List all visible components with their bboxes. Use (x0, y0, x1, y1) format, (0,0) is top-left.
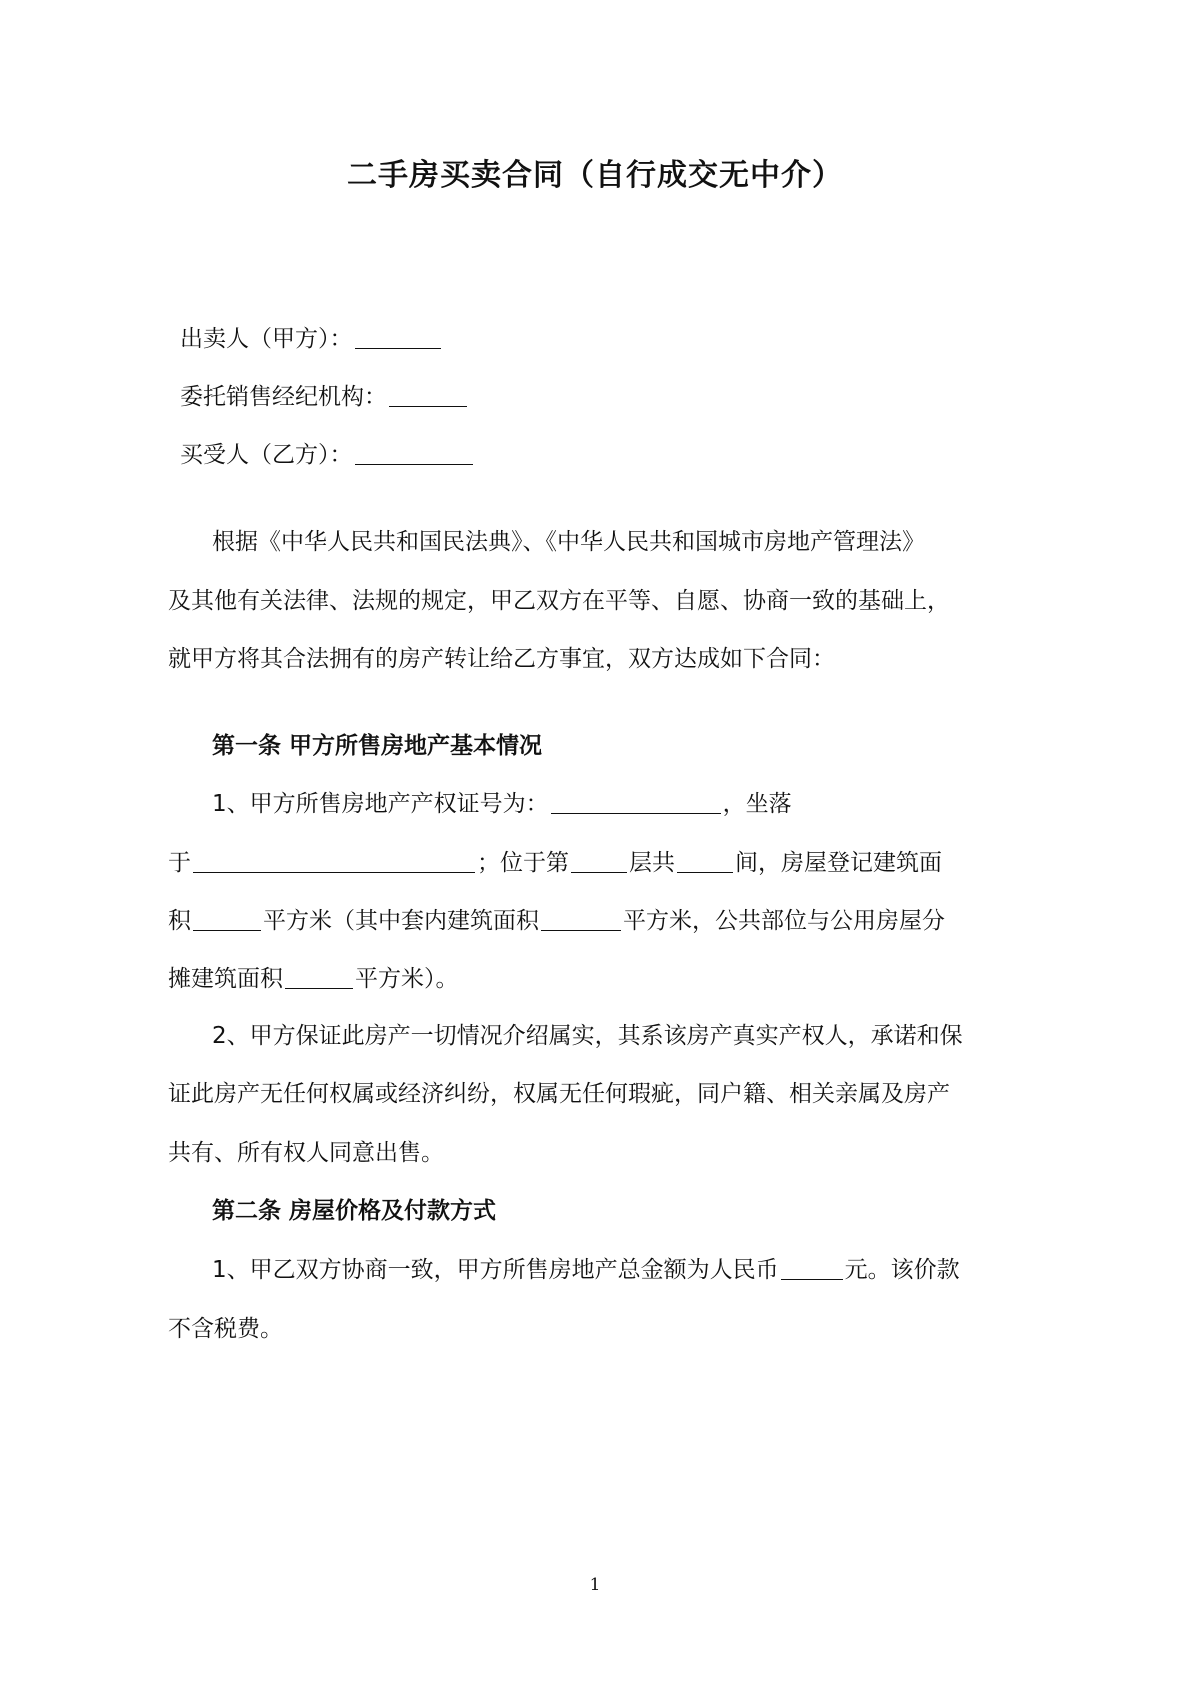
inner-area-label: 平方米（其中套内建筑面积 (263, 908, 539, 934)
article-1-p1-line-2 (168, 847, 942, 879)
address-blank (193, 850, 475, 873)
inner-area-blank (541, 908, 621, 931)
building-area-blank (193, 908, 261, 931)
buyer-line (180, 439, 475, 471)
price-blank (781, 1257, 843, 1280)
article-1-p2-line-3: 共有、所有权人同意出售。 (168, 1140, 444, 1166)
article-1-p1-line-3 (168, 905, 945, 937)
located-label: ，坐落 (722, 791, 792, 817)
seller-label: 出卖人（甲方）： (180, 326, 353, 352)
article-2-p1-line-2: 不含税费。 (168, 1316, 283, 1342)
sqm-label: 平方米）。 (355, 966, 459, 992)
buyer-blank (355, 442, 473, 465)
page-title: 二手房买卖合同（自行成交无中介） (347, 158, 843, 193)
at-label: 于 (168, 850, 191, 876)
intro-line-2: 及其他有关法律、法规的规定，甲乙双方在平等、自愿、协商一致的基础上， (168, 588, 950, 614)
shared-area-label: 平方米，公共部位与公用房屋分 (623, 908, 945, 934)
article-1-heading: 第一条 甲方所售房地产基本情况 (212, 733, 543, 759)
shared-area-blank (285, 966, 353, 989)
area-label-2: 积 (168, 908, 191, 934)
buyer-label: 买受人（乙方）： (180, 442, 353, 468)
article-1-p2-line-2: 证此房产无任何权属或经济纠纷，权属无任何瑕疵，同户籍、相关亲属及房产 (168, 1081, 950, 1107)
article-2-p1-line-1 (212, 1254, 960, 1286)
cert-blank (551, 791, 721, 814)
yuan-label: 元。该价款 (844, 1257, 960, 1283)
cert-label: 1、甲方所售房地产产权证号为： (212, 791, 549, 817)
article-1-p1-line-1 (212, 788, 792, 820)
intro-line-1: 根据《中华人民共和国民法典》、《中华人民共和国城市房地产管理法》 (212, 529, 925, 555)
intro-line-3: 就甲方将其合法拥有的房产转让给乙方事宜，双方达成如下合同： (168, 646, 835, 672)
shared-building-label: 摊建筑面积 (168, 966, 283, 992)
article-1-p2-line-1: 2、甲方保证此房产一切情况介绍属实，其系该房产真实产权人，承诺和保 (212, 1023, 963, 1049)
seller-line (180, 323, 443, 355)
agency-label: 委托销售经纪机构： (180, 384, 387, 410)
area-label: 间，房屋登记建筑面 (735, 850, 942, 876)
floor-label: ；位于第 (477, 850, 569, 876)
floor-blank (571, 850, 627, 873)
agency-blank (389, 384, 467, 407)
page-number: 1 (589, 1575, 601, 1595)
article-2-heading: 第二条 房屋价格及付款方式 (212, 1198, 497, 1224)
article-1-p1-line-4 (168, 963, 459, 995)
seller-blank (355, 326, 441, 349)
total-floors-label: 层共 (629, 850, 675, 876)
agency-line (180, 381, 469, 413)
price-label: 1、甲乙双方协商一致，甲方所售房地产总金额为人民币 (212, 1257, 779, 1283)
rooms-blank (677, 850, 733, 873)
